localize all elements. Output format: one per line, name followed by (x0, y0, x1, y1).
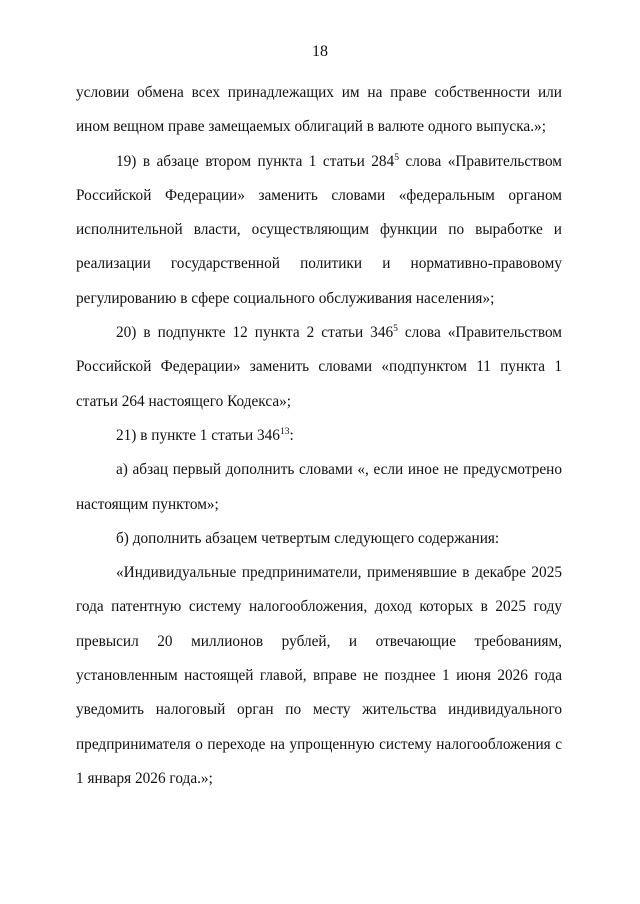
item-20-superscript: 5 (393, 324, 398, 335)
paragraph-item-20 (76, 316, 562, 419)
item-21-superscript: 13 (279, 426, 290, 437)
paragraph-continuation: условии обмена всех принадлежащих им на праве собственности или ином вещном праве замещаемых облигаций в валюте одного выпуска.»; (76, 84, 562, 136)
item-19-superscript: 5 (394, 152, 399, 163)
item-19-text-start: 19) в абзаце втором пункта 1 статьи 284 (116, 152, 395, 170)
item-20-text-start: 20) в подпункте 12 пункта 2 статьи 346 (116, 324, 394, 342)
paragraph-item-19 (76, 145, 562, 316)
document-body (76, 76, 562, 796)
item-19-text-end: слова «Правительством Российской Федерации» заменить словами «федеральным органом исполнительной власти, осуществляющим функции по выработке и реализации государственной политики и нормативно-правовому регулированию в сфере социального обслуживания населения»; (76, 152, 562, 307)
item-21-text-start: 21) в пункте 1 статьи 346 (116, 426, 280, 444)
paragraph-subitem-b: б) дополнить абзацем четвертым следующего содержания: (116, 529, 500, 547)
page-number: 18 (312, 43, 328, 60)
item-20-text-end: слова «Правительством Российской Федерации» заменить словами «подпунктом 11 пункта 1 статьи 264 настоящего Кодекса»; (76, 324, 562, 410)
paragraph-subitem-a: а) абзац первый дополнить словами «, если иное не предусмотрено настоящим пунктом»; (76, 461, 562, 513)
item-21-text-end: : (289, 426, 294, 444)
paragraph-item-21 (76, 419, 562, 453)
paragraph-quoted-text: «Индивидуальные предприниматели, применявшие в декабре 2025 года патентную систему налогообложения, доход которых в 2025 году превысил 20 миллионов рублей, и отвечающие требованиям, установленным настоящей главой, вправе не позднее 1 июня 2026 года уведомить налоговый орган по месту жительства индивидуального предпринимателя о переходе на упрощенную систему налогообложения с 1 января 2026 года.»; (76, 564, 562, 787)
